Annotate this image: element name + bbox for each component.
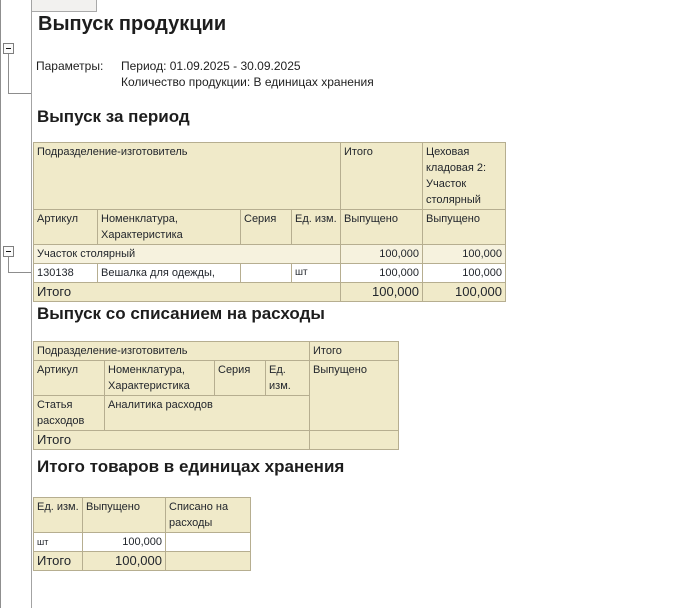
parameters-label: Параметры: <box>36 59 104 73</box>
group-row-total[interactable]: 100,000 <box>341 245 423 264</box>
total-written-off[interactable] <box>166 552 251 571</box>
group-tree-line <box>8 93 31 94</box>
header-released-total: Выпущено <box>341 210 423 245</box>
item-unit[interactable]: шт <box>292 264 341 283</box>
header-series: Серия <box>215 361 266 396</box>
header-series: Серия <box>241 210 292 245</box>
units-total-table <box>33 497 251 571</box>
header-nomenclature: Номенклатура, Характеристика <box>98 210 241 245</box>
header-unit: Ед. изм. <box>34 498 83 533</box>
unit-released[interactable]: 100,000 <box>83 533 166 552</box>
minus-icon <box>6 48 11 49</box>
group-row-warehouse[interactable]: 100,000 <box>423 245 506 264</box>
total-row <box>34 431 399 450</box>
header-department: Подразделение-изготовитель <box>34 143 341 210</box>
header-released-warehouse: Выпущено <box>423 210 506 245</box>
header-unit: Ед. изм. <box>266 361 310 396</box>
collapse-group-toggle-report[interactable] <box>3 43 14 54</box>
header-article: Артикул <box>34 361 105 396</box>
section-heading-expense-writeoff: Выпуск со списанием на расходы <box>37 304 325 323</box>
section-heading-release-period: Выпуск за период <box>37 107 190 126</box>
total-released[interactable]: 100,000 <box>83 552 166 571</box>
total-label[interactable]: Итого <box>34 552 83 571</box>
group-tree-line <box>8 54 9 93</box>
total-row <box>34 283 506 302</box>
header-department: Подразделение-изготовитель <box>34 342 310 361</box>
total-row <box>34 552 251 571</box>
total-value-empty[interactable] <box>310 431 399 450</box>
header-released: Выпущено <box>310 361 399 431</box>
header-expense-item: Статья расходов <box>34 396 105 431</box>
expense-writeoff-table <box>33 341 399 450</box>
unit-row <box>34 533 251 552</box>
window-left-edge <box>0 0 1 608</box>
group-row-name[interactable]: Участок столярный <box>34 245 341 264</box>
unit-written-off[interactable] <box>166 533 251 552</box>
unit-name[interactable]: шт <box>34 533 83 552</box>
parameter-quantity: Количество продукции: В единицах хранения <box>121 75 374 89</box>
section-heading-units-total: Итого товаров в единицах хранения <box>37 457 345 476</box>
item-total[interactable]: 100,000 <box>341 264 423 283</box>
header-nomenclature: Номенклатура, Характеристика <box>105 361 215 396</box>
header-written-off: Списано на расходы <box>166 498 251 533</box>
item-name[interactable]: Вешалка для одежды, <box>98 264 241 283</box>
item-article[interactable]: 130138 <box>34 264 98 283</box>
header-total: Итого <box>310 342 399 361</box>
collapse-group-toggle-department[interactable] <box>3 246 14 257</box>
total-label[interactable]: Итого <box>34 283 341 302</box>
spreadsheet-corner-header <box>32 0 97 12</box>
header-article: Артикул <box>34 210 98 245</box>
group-tree-line <box>8 257 9 272</box>
header-expense-analytics: Аналитика расходов <box>105 396 310 431</box>
group-tree-line <box>8 272 31 273</box>
item-warehouse[interactable]: 100,000 <box>423 264 506 283</box>
item-row <box>34 264 506 283</box>
item-series[interactable] <box>241 264 292 283</box>
report-title: Выпуск продукции <box>38 13 227 35</box>
header-total: Итого <box>341 143 423 210</box>
header-warehouse: Цеховая кладовая 2: Участок столярный <box>423 143 506 210</box>
release-period-table <box>33 142 506 302</box>
total-value[interactable]: 100,000 <box>341 283 423 302</box>
total-label[interactable]: Итого <box>34 431 310 450</box>
grouping-margin-separator <box>31 0 32 608</box>
minus-icon <box>6 251 11 252</box>
header-released: Выпущено <box>83 498 166 533</box>
parameter-period: Период: 01.09.2025 - 30.09.2025 <box>121 59 301 73</box>
group-row-department <box>34 245 506 264</box>
total-warehouse-value[interactable]: 100,000 <box>423 283 506 302</box>
header-unit: Ед. изм. <box>292 210 341 245</box>
